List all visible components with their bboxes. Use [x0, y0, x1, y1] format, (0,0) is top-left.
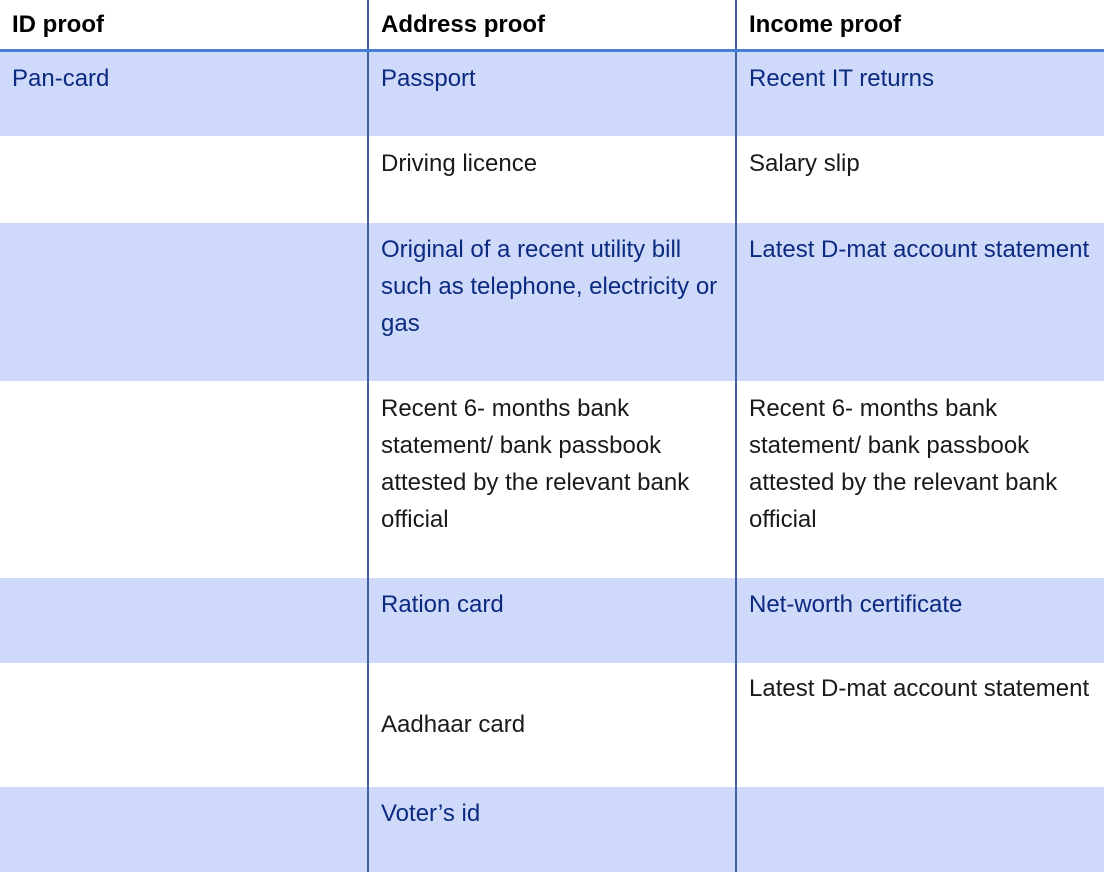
id-proof-cell [0, 222, 368, 381]
address-proof-cell: Aadhaar card [368, 663, 736, 786]
table-row [0, 663, 1104, 786]
id-proof-cell [0, 381, 368, 577]
income-proof-cell: Salary slip [736, 136, 1104, 222]
address-proof-cell: Ration card [368, 577, 736, 663]
address-proof-cell: Passport [368, 50, 736, 136]
income-proof-cell: Recent IT returns [736, 50, 1104, 136]
table-row [0, 577, 1104, 663]
income-proof-cell: Latest D-mat account statement [736, 663, 1104, 786]
income-proof-cell: Recent 6- months bank statement/ bank passbook attested by the relevant bank official [736, 381, 1104, 577]
id-proof-cell: Pan-card [0, 50, 368, 136]
table-row [0, 381, 1104, 577]
address-proof-cell: Voter’s id [368, 786, 736, 872]
header-income-proof: Income proof [736, 0, 1104, 50]
income-proof-cell: Net-worth certificate [736, 577, 1104, 663]
table-row [0, 786, 1104, 872]
address-proof-cell: Driving licence [368, 136, 736, 222]
header-row [0, 0, 1104, 50]
table-row [0, 136, 1104, 222]
address-proof-cell: Recent 6- months bank statement/ bank passbook attested by the relevant bank official [368, 381, 736, 577]
header-id-proof: ID proof [0, 0, 368, 50]
id-proof-cell [0, 663, 368, 786]
income-proof-cell [736, 786, 1104, 872]
id-proof-cell [0, 577, 368, 663]
id-proof-cell [0, 136, 368, 222]
id-proof-cell [0, 786, 368, 872]
address-proof-cell: Original of a recent utility bill such as telephone, electricity or gas [368, 222, 736, 381]
income-proof-cell: Latest D-mat account statement [736, 222, 1104, 381]
table-row [0, 50, 1104, 136]
table-row [0, 222, 1104, 381]
header-address-proof: Address proof [368, 0, 736, 50]
